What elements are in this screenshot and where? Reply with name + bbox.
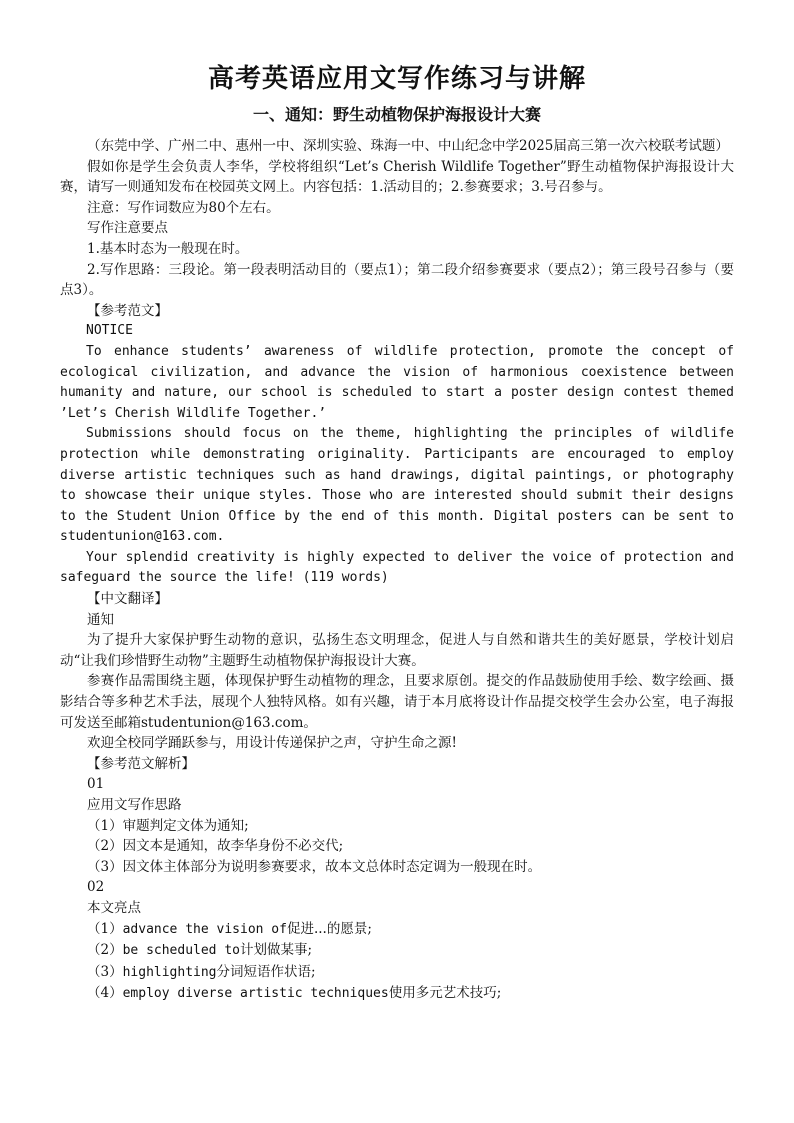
list-item-chinese: 分词短语作状语; xyxy=(216,963,316,980)
section-title: 应用文写作思路 xyxy=(87,797,182,813)
section-number: 02 xyxy=(87,879,105,896)
list-item: （3）因文体主体部分为说明参赛要求，故本文总体时态定调为一般现在时。 xyxy=(87,858,542,875)
list-item-chinese: 使用多元艺术技巧; xyxy=(388,985,502,1002)
list-item-english: be scheduled to xyxy=(122,943,240,959)
list-item xyxy=(60,983,734,1005)
task-prompt: 假如你是学生会负责人李华，学校将组织“Let’s Cherish Wildlife Together”野生动植物保护海报设计大赛，请写一则通知发布在校园英文网上。内容包括：1.活动目的；2.参赛要求；3.号召参与。 xyxy=(60,158,734,196)
list-item-english: employ diverse artistic techniques xyxy=(122,986,389,1002)
list-item-english: advance the vision of xyxy=(122,921,287,937)
translation-paragraph: 参赛作品需围绕主题，体现保护野生动植物的理念，且要求原创。提交的作品鼓励使用手绘、数字绘画、摄影结合等多种艺术手法，展现个人独特风格。如有兴趣，请于本月底将设计作品提交校学生会办公室，电子海报可发送至邮箱studentunion@163.com。 xyxy=(60,673,734,731)
section-number: 01 xyxy=(87,776,105,793)
list-item xyxy=(60,919,734,941)
sample-heading: 【参考范文】 xyxy=(87,302,168,319)
sample-paragraph: Submissions should focus on the theme, highlighting the principles of wildlife protection while demonstrating originality. Participants are encouraged to employ diverse artistic techniques such as hand drawings, digital paintings, or photography to showcase their unique styles. Those who are interested should submit their designs to the Student Union Office by the end of this month. Digital posters can be sent to studentunion@163.com. xyxy=(60,426,734,545)
word-count-note: 注意：写作词数应为80个左右。 xyxy=(87,199,280,216)
list-item-english: highlighting xyxy=(122,964,217,980)
list-item-chinese: 促进...的愿景; xyxy=(286,920,372,937)
tip-item: 1.基本时态为一般现在时。 xyxy=(87,240,249,257)
translation-title: 通知 xyxy=(87,611,114,628)
translation-heading: 【中文翻译】 xyxy=(87,591,168,608)
source-note: （东莞中学、广州二中、惠州一中、深圳实验、珠海一中、中山纪念中学2025届高三第一次六校联考试题） xyxy=(87,138,729,154)
list-item-number: （2） xyxy=(87,942,123,959)
list-item xyxy=(60,962,734,984)
sample-paragraph: Your splendid creativity is highly expected to deliver the voice of protection and safeguard the source the life! (119 words) xyxy=(60,549,734,586)
tip-item: 2.写作思路：三段论。第一段表明活动目的（要点1）；第二段介绍参赛要求（要点2）；第三段号召参与（要点3）。 xyxy=(60,261,734,299)
list-item-chinese: 计划做某事; xyxy=(240,942,313,959)
list-item: （1）审题判定文体为通知; xyxy=(87,817,249,834)
list-item-number: （3） xyxy=(87,963,123,980)
section-title: 本文亮点 xyxy=(87,899,141,916)
list-item xyxy=(60,940,734,962)
section-subtitle: 一、通知：野生动植物保护海报设计大赛 xyxy=(252,105,541,124)
list-item: （2）因文本是通知，故李华身份不必交代; xyxy=(87,838,344,855)
page-title: 高考英语应用文写作练习与讲解 xyxy=(207,64,586,94)
translation-paragraph: 欢迎全校同学踊跃参与，用设计传递保护之声，守护生命之源! xyxy=(87,735,457,752)
list-item-number: （1） xyxy=(87,920,123,937)
sample-paragraph: To enhance students’ awareness of wildlife protection, promote the concept of ecological civilization, and advance the vision of harmonious coexistence between humanity and nature, our school is scheduled to start a poster design contest themed ’Let’s Cherish Wildlife Together.’ xyxy=(60,343,734,421)
list-item-number: （4） xyxy=(87,985,123,1002)
translation-paragraph: 为了提升大家保护野生动物的意识，弘扬生态文明理念，促进人与自然和谐共生的美好愿景，学校计划启动“让我们珍惜野生动物”主题野生动植物保护海报设计大赛。 xyxy=(60,632,734,669)
sample-title: NOTICE xyxy=(86,323,133,339)
tips-heading: 写作注意要点 xyxy=(87,220,168,237)
analysis-heading: 【参考范文解析】 xyxy=(87,755,195,772)
